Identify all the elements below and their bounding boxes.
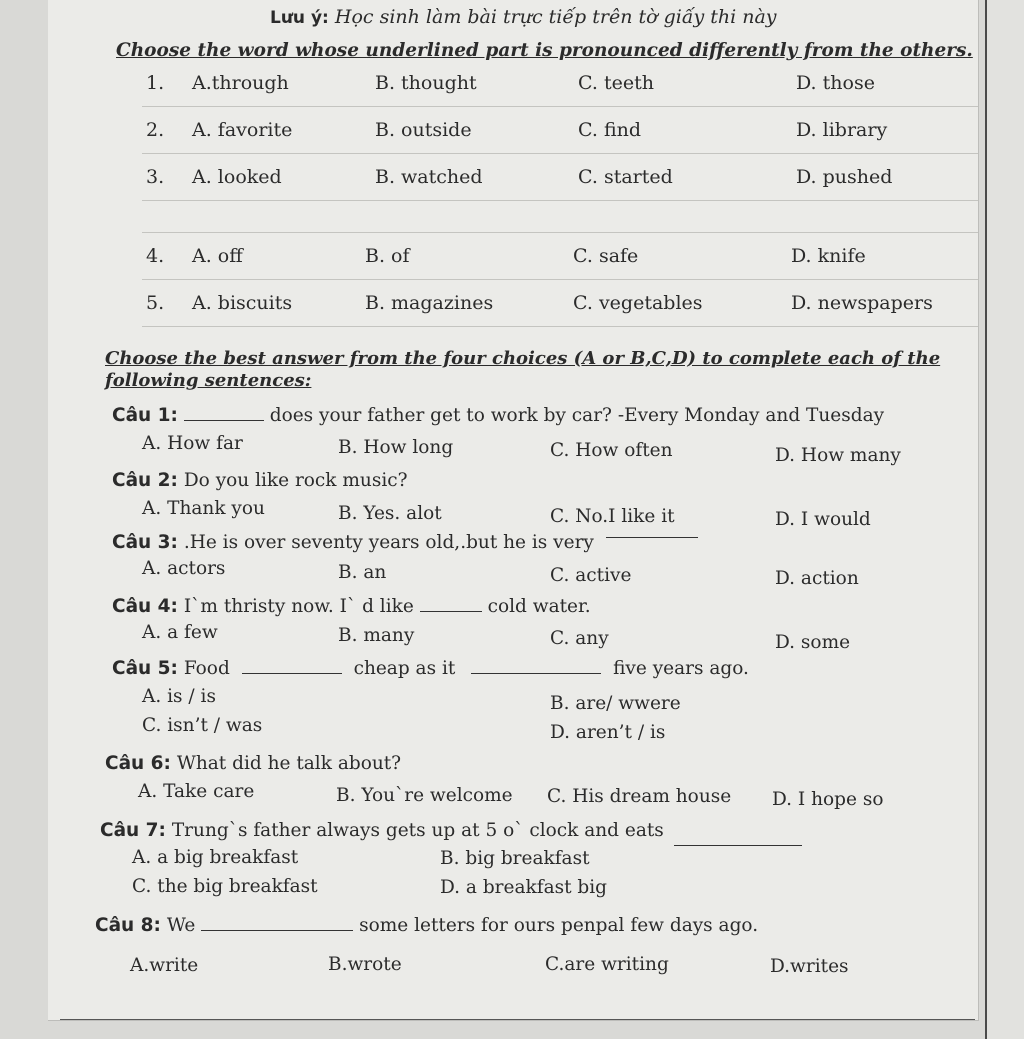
note-line — [270, 6, 777, 28]
option-b: B. outside — [371, 107, 574, 154]
question-text: Trung`s father always gets up at 5 o` clock and eats — [171, 820, 664, 841]
option-b: B. big breakfast — [440, 848, 590, 869]
option-c: C. safe — [569, 233, 787, 280]
row-number: 2. — [142, 107, 188, 154]
section2-instruction-line1: Choose the best answer from the four choices (A or B,C,D) to complete each of the — [105, 348, 941, 369]
pronunciation-table-1 — [142, 60, 978, 201]
option-a: A.write — [130, 955, 199, 976]
option-c: C. teeth — [574, 60, 792, 107]
option-d: D. newspapers — [787, 280, 978, 327]
option-b: B. How long — [338, 437, 454, 458]
table-row — [142, 60, 978, 107]
question-text: Food — [183, 658, 230, 679]
question-6 — [105, 753, 401, 774]
option-c: C. isn’t / was — [142, 715, 263, 736]
question-text: does your father get to work by car? -Every Monday and Tuesday — [269, 405, 885, 426]
answer-blank — [184, 420, 264, 421]
option-c: C. No.I like it — [550, 506, 675, 527]
question-label: Câu 6: — [105, 753, 171, 774]
option-a: A. off — [188, 233, 361, 280]
option-d: D. library — [792, 107, 978, 154]
option-d: D. I would — [775, 509, 871, 530]
answer-blank — [242, 673, 342, 674]
option-a: A. a big breakfast — [132, 847, 299, 868]
question-label: Câu 1: — [112, 405, 178, 426]
option-d: D. knife — [787, 233, 978, 280]
question-label: Câu 7: — [100, 820, 166, 841]
answer-blank — [201, 930, 353, 931]
question-2 — [112, 470, 408, 491]
question-1 — [112, 405, 884, 426]
option-d: D. action — [775, 568, 859, 589]
question-text: .He is over seventy years old,.but he is very — [183, 532, 594, 553]
question-text: cheap as it — [353, 658, 456, 679]
question-8 — [95, 915, 758, 936]
question-text: Do you like rock music? — [183, 470, 408, 491]
question-label: Câu 2: — [112, 470, 178, 491]
answer-blank — [674, 845, 802, 846]
option-a: A. favorite — [188, 107, 371, 154]
bottom-rule — [60, 1019, 975, 1020]
option-c: C. find — [574, 107, 792, 154]
option-a: A. biscuits — [188, 280, 361, 327]
table-row — [142, 107, 978, 154]
question-label: Câu 3: — [112, 532, 178, 553]
option-d: D. pushed — [792, 154, 978, 201]
option-b: B. Yes. alot — [338, 503, 442, 524]
option-d: D.writes — [770, 956, 849, 977]
option-d: D. How many — [775, 445, 901, 466]
option-c: C. the big breakfast — [132, 876, 318, 897]
section2-instruction-line2: following sentences: — [105, 370, 312, 391]
question-label: Câu 5: — [112, 658, 178, 679]
option-a: A. Thank you — [142, 498, 265, 519]
question-7 — [100, 820, 802, 841]
option-d: D. a breakfast big — [440, 877, 608, 898]
question-label: Câu 8: — [95, 915, 161, 936]
answer-blank — [471, 673, 601, 674]
option-a: A. looked — [188, 154, 371, 201]
option-a: A.through — [188, 60, 371, 107]
row-number: 4. — [142, 233, 188, 280]
option-b: B. thought — [371, 60, 574, 107]
option-c: C. His dream house — [547, 786, 732, 807]
question-text: I`m thristy now. I` d like — [183, 596, 414, 617]
option-c: C.are writing — [545, 954, 669, 975]
option-b: B. watched — [371, 154, 574, 201]
option-b: B. an — [338, 562, 387, 583]
option-c: C. any — [550, 628, 609, 649]
option-b: B. are/ wwere — [550, 693, 681, 714]
row-number: 5. — [142, 280, 188, 327]
question-text: cold water. — [487, 596, 591, 617]
note-label: Lưu ý: — [270, 8, 329, 28]
option-c: C. active — [550, 565, 632, 586]
option-c: C. started — [574, 154, 792, 201]
page-edge — [985, 0, 1024, 1039]
option-c: C. vegetables — [569, 280, 787, 327]
option-b: B. many — [338, 625, 415, 646]
option-a: A. How far — [142, 433, 243, 454]
option-b: B. magazines — [361, 280, 569, 327]
table-row — [142, 280, 978, 327]
answer-blank — [606, 537, 698, 538]
question-text: We — [166, 915, 196, 936]
question-5 — [112, 658, 749, 679]
option-d: D. those — [792, 60, 978, 107]
question-text: some letters for ours penpal few days ago. — [359, 915, 759, 936]
option-a: A. actors — [142, 558, 226, 579]
option-a: A. Take care — [138, 781, 255, 802]
pronunciation-table-2 — [142, 232, 978, 327]
option-c: C. How often — [550, 440, 673, 461]
row-number: 3. — [142, 154, 188, 201]
option-b: B. You`re welcome — [336, 785, 513, 806]
question-text: five years ago. — [613, 658, 749, 679]
question-3 — [112, 532, 698, 553]
table-row — [142, 233, 978, 280]
option-d: D. some — [775, 632, 851, 653]
question-text: What did he talk about? — [176, 753, 402, 774]
option-b: B.wrote — [328, 954, 402, 975]
option-b: B. of — [361, 233, 569, 280]
answer-blank — [420, 611, 482, 612]
question-label: Câu 4: — [112, 596, 178, 617]
option-d: D. I hope so — [772, 789, 884, 810]
question-4 — [112, 596, 591, 617]
option-a: A. is / is — [142, 686, 216, 707]
row-number: 1. — [142, 60, 188, 107]
option-d: D. aren’t / is — [550, 722, 666, 743]
section1-instruction: Choose the word whose underlined part is pronounced differently from the others. — [116, 40, 973, 61]
table-row — [142, 154, 978, 201]
option-a: A. a few — [142, 622, 218, 643]
note-text: Học sinh làm bài trực tiếp trên tờ giấy thi này — [334, 6, 777, 28]
